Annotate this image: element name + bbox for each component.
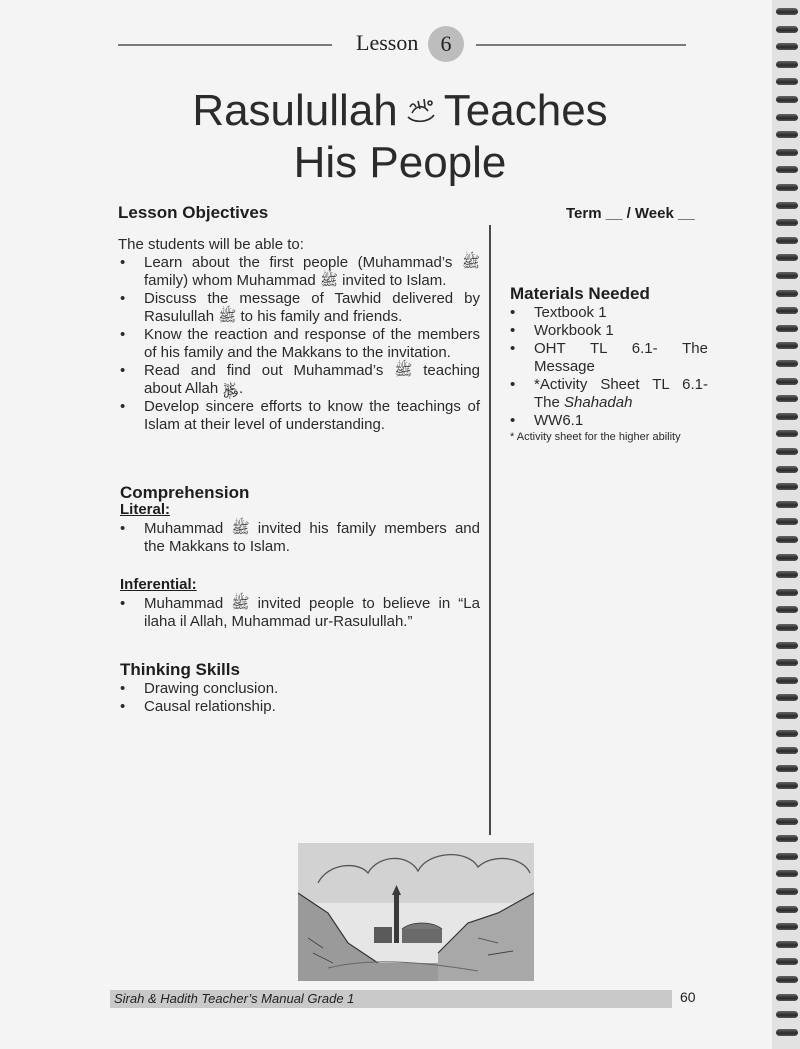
shahadah-italic: Shahadah bbox=[564, 394, 633, 411]
binding-coil bbox=[776, 254, 798, 261]
literal-list bbox=[118, 520, 480, 556]
binding-coil bbox=[776, 290, 798, 297]
lesson-label: Lesson bbox=[356, 30, 419, 55]
header-rule-left bbox=[118, 44, 332, 46]
materials-note: * Activity sheet for the higher ability bbox=[510, 431, 681, 443]
list-item: • Read and find out Muhammad’s ﷺ teaching about Allah ﷿. bbox=[118, 362, 480, 398]
binding-coil bbox=[776, 413, 798, 420]
binding-coil bbox=[776, 184, 798, 191]
binding-coil bbox=[776, 237, 798, 244]
title-word-2: Teaches bbox=[443, 86, 608, 135]
binding-coil bbox=[776, 536, 798, 543]
list-item: • OHT TL 6.1- The Message bbox=[508, 340, 708, 376]
binding-coil bbox=[776, 378, 798, 385]
binding-coil bbox=[776, 694, 798, 701]
binding-coil bbox=[776, 360, 798, 367]
binding-coil bbox=[776, 994, 798, 1001]
objectives-list bbox=[118, 254, 480, 434]
binding-coil bbox=[776, 43, 798, 50]
binding-coil bbox=[776, 730, 798, 737]
binding-coil bbox=[776, 166, 798, 173]
binding-coil bbox=[776, 342, 798, 349]
binding-coil bbox=[776, 272, 798, 279]
binding-coil bbox=[776, 219, 798, 226]
binding-coil bbox=[776, 61, 798, 68]
list-item: • Causal relationship. bbox=[118, 698, 480, 716]
binding-coil bbox=[776, 906, 798, 913]
list-item: • *Activity Sheet TL 6.1- The Shahadah bbox=[508, 376, 708, 412]
binding-coil bbox=[776, 448, 798, 455]
binding-coil bbox=[776, 395, 798, 402]
list-item: • WW6.1 bbox=[508, 412, 708, 430]
thinking-skills-list bbox=[118, 680, 480, 716]
header-rule-right bbox=[476, 44, 686, 46]
thinking-skills-heading: Thinking Skills bbox=[120, 660, 240, 679]
binding-coil bbox=[776, 747, 798, 754]
page-title-line2: His People bbox=[293, 138, 507, 187]
binding-coil bbox=[776, 518, 798, 525]
binding-coil bbox=[776, 78, 798, 85]
binding-coil bbox=[776, 677, 798, 684]
binding-coil bbox=[776, 571, 798, 578]
binding-coil bbox=[776, 765, 798, 772]
binding-coil bbox=[776, 131, 798, 138]
literal-label: Literal: bbox=[120, 501, 171, 518]
binding-coil bbox=[776, 835, 798, 842]
objectives-heading: Lesson Objectives bbox=[118, 203, 269, 222]
list-item: • Know the reaction and response of the members of his family and the Makkans to the invitation. bbox=[118, 326, 480, 362]
binding-coil bbox=[776, 923, 798, 930]
binding-coil bbox=[776, 818, 798, 825]
materials-heading: Materials Needed bbox=[510, 284, 650, 303]
binding-coil bbox=[776, 589, 798, 596]
binding-coil bbox=[776, 958, 798, 965]
comprehension-heading: Comprehension bbox=[120, 483, 250, 502]
binding-coil bbox=[776, 642, 798, 649]
binding-coil bbox=[776, 8, 798, 15]
binding-coil bbox=[776, 800, 798, 807]
list-item: • Discuss the message of Tawhid delivered by Rasulullah ﷺ to his family and friends. bbox=[118, 290, 480, 326]
list-item: • Drawing conclusion. bbox=[118, 680, 480, 698]
title-word-1: Rasulullah bbox=[192, 86, 398, 135]
inferential-label: Inferential: bbox=[120, 576, 197, 593]
list-item: • Muhammad ﷺ invited his family members and the Makkans to Islam. bbox=[118, 520, 480, 556]
binding-coil bbox=[776, 1029, 798, 1036]
binding-coil bbox=[776, 307, 798, 314]
objectives-intro: The students will be able to: bbox=[118, 236, 304, 253]
list-item: • Learn about the first people (Muhammad’s ﷺ family) whom Muhammad ﷺ invited to Islam. bbox=[118, 254, 480, 290]
binding-coil bbox=[776, 1011, 798, 1018]
binding-coil bbox=[776, 976, 798, 983]
list-item: • Develop sincere efforts to know the teachings of Islam at their level of understanding. bbox=[118, 398, 480, 434]
lesson-number: 6 bbox=[440, 31, 452, 56]
binding-coil bbox=[776, 870, 798, 877]
binding-coil bbox=[776, 712, 798, 719]
binding-coil bbox=[776, 202, 798, 209]
column-divider bbox=[489, 225, 491, 835]
binding-coil bbox=[776, 149, 798, 156]
list-item: • Textbook 1 bbox=[508, 304, 708, 322]
binding-coil bbox=[776, 782, 798, 789]
binding-coil bbox=[776, 888, 798, 895]
page-title bbox=[100, 86, 700, 138]
binding-coil bbox=[776, 659, 798, 666]
binding-coil bbox=[776, 26, 798, 33]
page-number: 60 bbox=[680, 989, 696, 1005]
list-item: • Workbook 1 bbox=[508, 322, 708, 340]
makkah-landscape-illustration bbox=[298, 843, 534, 981]
binding-coil bbox=[776, 430, 798, 437]
binding-coil bbox=[776, 853, 798, 860]
binding-coil bbox=[776, 606, 798, 613]
footer-book-title: Sirah & Hadith Teacher’s Manual Grade 1 bbox=[114, 991, 355, 1006]
inferential-list bbox=[118, 595, 480, 631]
binding-coil bbox=[776, 96, 798, 103]
list-item: • Muhammad ﷺ invited people to believe in “La ilaha il Allah, Muhammad ur-Rasulullah.” bbox=[118, 595, 480, 631]
binding-coil bbox=[776, 624, 798, 631]
binding-coil bbox=[776, 483, 798, 490]
materials-list bbox=[508, 304, 708, 430]
term-week-label: Term __ / Week __ bbox=[566, 205, 695, 222]
binding-coil bbox=[776, 114, 798, 121]
salawat-calligraphy-icon bbox=[404, 88, 438, 138]
binding-coil bbox=[776, 466, 798, 473]
lesson-number-badge bbox=[428, 26, 464, 62]
binding-coil bbox=[776, 501, 798, 508]
binding-coil bbox=[776, 325, 798, 332]
spiral-binding bbox=[772, 0, 800, 1049]
binding-coil bbox=[776, 941, 798, 948]
binding-coil bbox=[776, 554, 798, 561]
